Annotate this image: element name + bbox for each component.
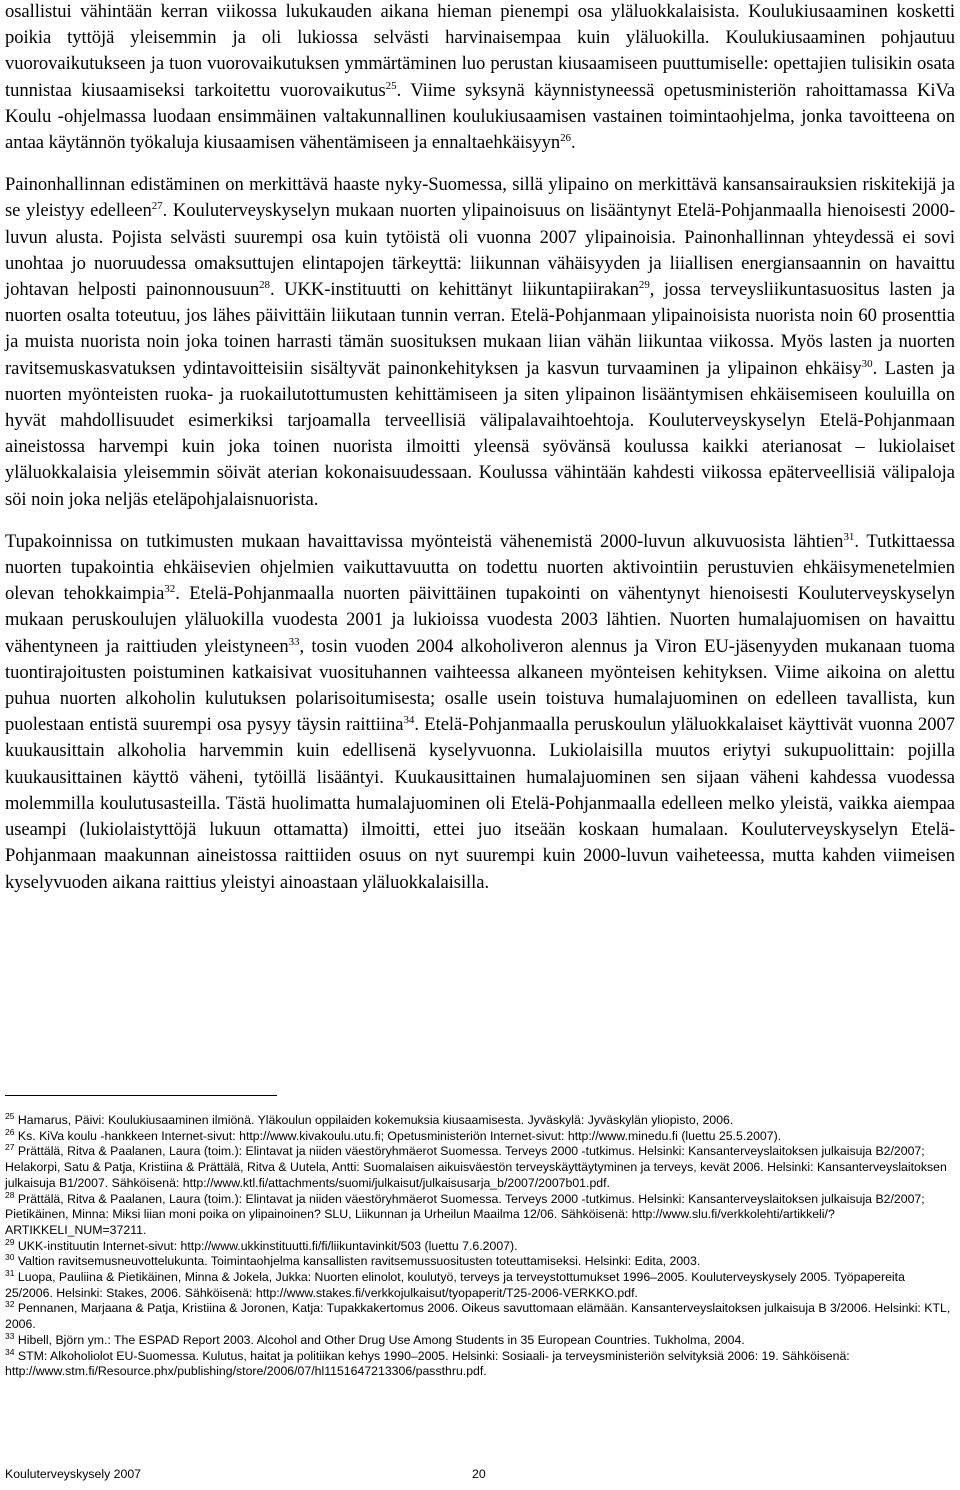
paragraph-text: . Lasten ja nuorten myönteisten ruoka- ja ruokailutottumusten kehittämiseen ja siten ylipainon lisääntymisen ehkäisemiseen kouluilla on hyvät mahdollisuudet esimerkiksi tarjoamalla terveellisiä välipalavaihtoehtoja. Kouluterveyskyselyn Etelä-Pohjanmaan aineistossa harvempi kuin joka toinen nuorista ilmoitti yleensä syövänsä koulussa kaikki aterianosat – lukiolaiset yläluokkalaisia yleisemmin söivät aterian kokonaisuudessaan. Koulussa vähintään kahdesti viikossa epäterveellisiä välipaloja söi noin joka neljäs eteläpohjalaisnuorista.: [5, 357, 955, 510]
footnote-reference: 25: [385, 79, 397, 92]
footnote-text: Prättälä, Ritva & Paalanen, Laura (toim.): Elintavat ja niiden väestöryhmäerot Suomessa. Terveys 2000 -tutkimus. Helsinki: Kansanterveyslaitoksen julkaisuja B2/2007; Helakorpi, Satu & Patja, Kristiina & Prättälä, Ritva & Uutela, Antti: Suomalaisen aikuisväestön terveyskäyttäytyminen ja terveys, kevät 2006. Helsinki: Kansanterveyslaitoksen julkaisuja B1/2007. Sähköisenä: http://www.ktl.fi/attachments/suomi/julkaisut/julkaisusarja_b/2007/2007b01.pdf.: [5, 1144, 947, 1190]
paragraph-text: . Etelä-Pohjanmaalla peruskoulun yläluokkalaiset käyttivät vuonna 2007 kuukausittain alkoholia harvemmin kuin edellisenä kyselyvuonna. Lukiolaisilla muutos eriytyi sukupuolittain: pojilla kuukausittainen käyttö väheni, tytöillä lisääntyi. Kuukausittainen humalajuominen sen sijaan väheni kahdessa vuodessa molemmilla koulutusasteilla. Tästä huolimatta humalajuominen oli Etelä-Pohjanmaalla edelleen melko yleistä, vaikka aiempaa useampi (lukiolaistyttöjä lukuun ottamatta) ilmoitti, ettei juo itseään koskaan humalaan. Kouluterveyskyselyn Etelä-Pohjanmaan maakunnan aineistossa raittiiden osuus on nyt suurempi kuin 2000-luvun vaiheteessa, mutta kahden viimeisen kyselyvuoden aikana raittius yleistyi ainoastaan yläluokkalaisilla.: [5, 714, 955, 893]
footnotes: [5, 1113, 955, 1380]
footnote-number: 30: [5, 1252, 15, 1263]
footnote: [5, 1270, 955, 1301]
footnote: [5, 1189, 955, 1239]
body-paragraph: [5, 172, 955, 513]
footer-title: Kouluterveyskysely 2007: [5, 1467, 142, 1481]
footnote-reference: 29: [638, 279, 650, 292]
body-paragraph: [5, 0, 955, 156]
footnote-reference: 28: [259, 279, 270, 292]
footnote-text: Valtion ravitsemusneuvottelukunta. Toimintaohjelma kansallisten ravitsemussuositusten toteuttamiseksi. Helsinki: Edita, 2003.: [17, 1254, 701, 1269]
paragraph-text: . UKK-instituutti on kehittänyt liikuntapiirakan: [269, 279, 639, 301]
footnote-number: 25: [5, 1111, 15, 1121]
footnote-text: Prättälä, Ritva & Paalanen, Laura (toim.): Elintavat ja niiden väestöryhmäerot Suomessa. Terveys 2000 -tutkimus. Helsinki: Kansanterveyslaitoksen julkaisuja B2/2007; Pietikäinen, Minna: Miksi liian moni poika on ylipainoinen? SLU, Liikunnan ja Urheilun Maailma 12/06. Sähköisenä: http://www.slu.fi/verkkolehti/artikkeli/?ARTIKKELI_NUM=37211.: [5, 1191, 925, 1237]
footnote: [5, 1254, 955, 1270]
footnote-reference: 33: [288, 635, 300, 648]
footnote-separator: [5, 1095, 277, 1096]
paragraph-text: . Viime syksynä käynnistyneessä opetusministeriön rahoittamassa KiVa Koulu -ohjelmassa luodaan ensimmäinen valtakunnallinen koulukiusaamisen vastainen toimintaohjelma, jonka tavoitteena on antaa käytännön työkaluja kiusaamisen vähentämiseen ja ennaltaehkäisyyn: [5, 79, 956, 154]
footnote-number: 28: [5, 1189, 15, 1200]
footnote-text: Ks. KiVa koulu -hankkeen Internet-sivut: http://www.kivakoulu.utu.fi; Opetusministeriön Internet-sivut: http://www.minedu.fi (luettu 25.5.2007).: [17, 1128, 782, 1143]
footnote-reference: 31: [843, 530, 855, 543]
paragraph-text: . Kouluterveyskyselyn mukaan nuorten ylipainoisuus on lisääntynyt Etelä-Pohjanmaalla hienoisesti 2000-luvun alusta. Pojista selvästi suurempi osa kuin tytöistä oli vuonna 2007 ylipainoisia. Painonhallinnan yhteydessä ei sovi unohtaa jo nuoruudessa omaksuttujen elintapojen tärkeyttä: liikunnan vähäisyyden ja liiallisen energiansaannin on havaittu johtavan helposti painonnousuun: [5, 200, 955, 301]
footnote-text: STM: Alkoholiolot EU-Suomessa. Kulutus, haitat ja politiikan kehys 1990–2005. Helsinki: Sosiaali- ja terveysministeriön selvityksiä 2006: 19. Sähköisenä: http://www.stm.fi/Resource.phx/publishing/store/2006/07/hl1151647213306/passthru.pdf.: [5, 1348, 850, 1379]
footnote-reference: 30: [861, 357, 873, 370]
footnote-reference: 32: [164, 583, 176, 596]
paragraph-text: , tosin vuoden 2004 alkoholiveron alennus ja Viron EU-jäsenyyden mukanaan tuoma tuontirajoitusten poistuminen katkaisivat vuosituhannen vaihteessa alkaneen myönteisen kehityksen. Viime aikoina on alettu puhua nuorten alkoholin kulutuksen polarisoitumisesta; osalle usein toistuva humalajuominen on edelleen tavallista, kun puolestaan entistä suurempi osa pysyy täysin raittiina: [5, 635, 955, 736]
footnote: [5, 1330, 955, 1349]
body-text: [5, 0, 955, 912]
footnote: [5, 1236, 955, 1255]
footnote-number: 31: [5, 1268, 15, 1279]
paragraph-text: Painonhallinnan edistäminen on merkittävä haaste nyky-Suomessa, sillä ylipaino on merkittävä kansansairauksien riskitekijä ja se yleistyy edelleen: [5, 174, 955, 222]
footnote-text: UKK-instituutin Internet-sivut: http://www.ukkinstituutti.fi/fi/liikuntavinkit/503 (luettu 7.6.2007).: [17, 1238, 518, 1253]
footnote-text: Hibell, Björn ym.: The ESPAD Report 2003. Alcohol and Other Drug Use Among Students in 35 European Countries. Tukholma, 2004.: [17, 1332, 745, 1347]
footnote: [5, 1144, 955, 1191]
footnote-text: Pennanen, Marjaana & Patja, Kristiina & Joronen, Katja: Tupakkakertomus 2006. Oikeus savuttomaan elämään. Kansanterveyslaitoksen julkaisuja B 3/2006. Helsinki: KTL, 2006.: [5, 1301, 951, 1332]
footnote: [5, 1126, 955, 1145]
footnote-number: 32: [5, 1299, 15, 1310]
footnote-reference: 27: [151, 200, 163, 213]
footnote-reference: 34: [403, 714, 415, 727]
paragraph-text: , jossa terveysliikuntasuositus lasten ja nuorten osalta toteutuu, jos lähes päivittäin liikutaan tunnin verran. Etelä-Pohjanmaan ylipainoisista nuorista noin 60 prosenttia ja muista nuorista noin joka toinen harrasti tämän suosituksen mukaan liian vähän liikuntaa viikossa. Myös lasten ja nuorten ravitsemuskasvatuksen ydintavoitteisiin sisältyvät painonkehityksen ja kasvun turvaaminen ja ylipainon ehkäisy: [5, 279, 955, 379]
paragraph-text: osallistui vähintään kerran viikossa lukukauden aikana hieman pienempi osa yläluokkalaisista. Koulukiusaaminen kosketti poikia tyttöjä yleisemmin ja oli lukiossa selvästi harvinaisempaa kuin yläluokilla. Koulukiusaaminen pohjautuu vuorovaikutukseen ja tuon vuorovaikutuksen ymmärtäminen luo perustan kiusaamiseen puuttumiselle: opettajien tulisikin osata tunnistaa kiusaamiseksi tarkoitettu vuorovaikutus: [5, 1, 955, 101]
footnote-text: Luopa, Pauliina & Pietikäinen, Minna & Jokela, Jukka: Nuorten elinolot, koulutyö, terveys ja terveystottumukset 1996–2005. Kouluterveyskysely 2005. Työpapereita 25/2006. Helsinki: Stakes, 2006. Sähköisenä: http://www.stakes.fi/verkkojulkaisut/tyopaperit/T25-2006-VERKKO.pdf.: [5, 1270, 905, 1300]
footnote-number: 34: [5, 1346, 15, 1357]
footnote-number: 29: [5, 1236, 15, 1247]
footnote-text: Hamarus, Päivi: Koulukiusaaminen ilmiönä. Yläkoulun oppilaiden kokemuksia kiusaamisesta. Jyväskylä: Jyväskylän yliopisto, 2006.: [17, 1113, 734, 1127]
paragraph-text: Tupakoinnissa on tutkimusten mukaan havaittavissa myönteistä vähenemistä 2000-luvun alkuvuosista lähtien: [5, 530, 844, 552]
footnote: [5, 1113, 955, 1129]
paragraph-text: . Etelä-Pohjanmaalla nuorten päivittäinen tupakointi on vähentynyt hienoisesti Kouluterveyskyselyn mukaan peruskoulujen yläluokilla vuodesta 2001 ja lukioissa vuodesta 2003 lähtien. Nuorten humalajuomisen on havaittu vähentyneen ja raittiuden yleistyneen: [5, 583, 955, 657]
page-number: 20: [472, 1467, 486, 1481]
footnote: [5, 1346, 955, 1380]
footnote-number: 26: [5, 1126, 15, 1137]
footnote-number: 33: [5, 1330, 15, 1341]
footnote-reference: 26: [560, 132, 572, 145]
footnote-number: 27: [5, 1142, 15, 1153]
paragraph-text: . Tutkittaessa nuorten tupakointia ehkäisevien ohjelmien vaikuttavuutta on todettu nuorten aktivointiin perustuvien ehkäisymenetelmien olevan tehokkaimpia: [5, 530, 956, 605]
paragraph-text: .: [571, 132, 576, 154]
footnote: [5, 1301, 955, 1332]
body-paragraph: [5, 529, 955, 896]
